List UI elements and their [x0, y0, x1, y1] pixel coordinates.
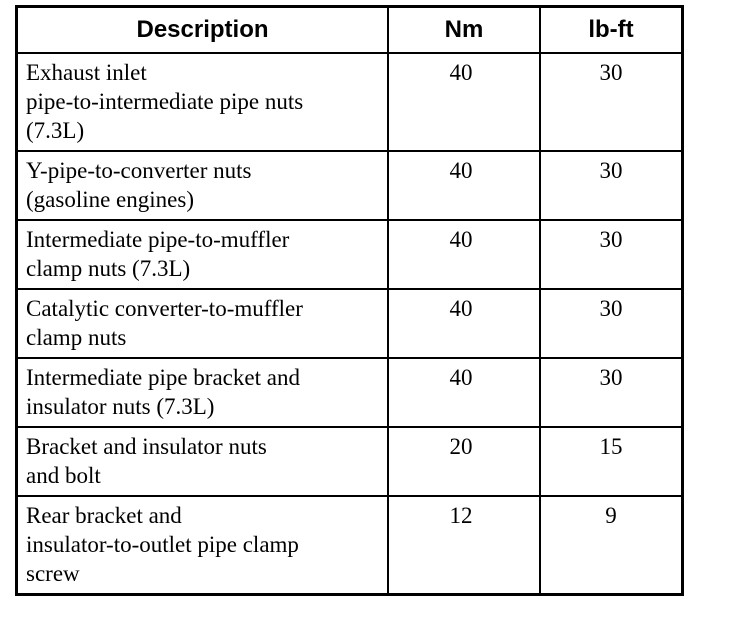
table-row [17, 53, 683, 151]
table-row [17, 427, 683, 496]
row-lbft-value: 30 [540, 220, 683, 289]
table-row [17, 496, 683, 595]
table-row [17, 358, 683, 427]
row-description: Rear bracket and insulator-to-outlet pipe clamp screw [17, 496, 389, 595]
row-lbft-value: 30 [540, 151, 683, 220]
row-description: Intermediate pipe bracket and insulator nuts (7.3L) [17, 358, 389, 427]
row-description: Intermediate pipe-to-muffler clamp nuts (7.3L) [17, 220, 389, 289]
row-lbft-value: 15 [540, 427, 683, 496]
row-lbft-value: 30 [540, 289, 683, 358]
header-lbft: lb-ft [540, 7, 683, 54]
row-nm-value: 40 [388, 220, 540, 289]
torque-specifications-table [15, 5, 684, 596]
row-nm-value: 20 [388, 427, 540, 496]
row-description: Bracket and insulator nuts and bolt [17, 427, 389, 496]
row-nm-value: 40 [388, 289, 540, 358]
row-description: Exhaust inlet pipe-to-intermediate pipe nuts (7.3L) [17, 53, 389, 151]
row-nm-value: 12 [388, 496, 540, 595]
row-description: Y-pipe-to-converter nuts (gasoline engines) [17, 151, 389, 220]
table-row [17, 151, 683, 220]
row-nm-value: 40 [388, 53, 540, 151]
table-header-row [17, 7, 683, 54]
table-row [17, 289, 683, 358]
header-nm: Nm [388, 7, 540, 54]
table-row [17, 220, 683, 289]
row-lbft-value: 30 [540, 358, 683, 427]
row-nm-value: 40 [388, 358, 540, 427]
row-description: Catalytic converter-to-muffler clamp nuts [17, 289, 389, 358]
row-lbft-value: 9 [540, 496, 683, 595]
row-lbft-value: 30 [540, 53, 683, 151]
header-description: Description [17, 7, 389, 54]
row-nm-value: 40 [388, 151, 540, 220]
